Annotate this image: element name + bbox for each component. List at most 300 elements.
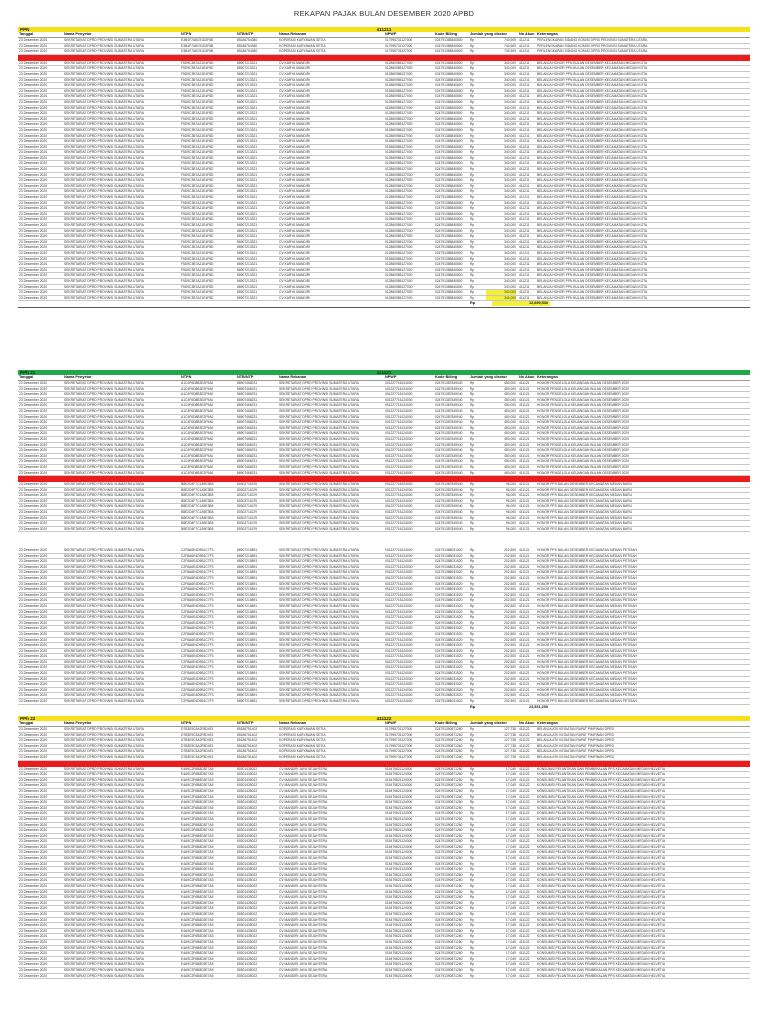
cell-amount: 202,500 <box>504 559 516 564</box>
cell-note: KONSUMSI PELANTIKAN DAN PEMBEKALAN PPS KECAMATAN MEDAN HELVETIA <box>537 805 666 810</box>
cell-date: 23 Desember 2020 <box>19 592 48 597</box>
cell-ntpn: C2F8A6E4D9B1C7F3 <box>181 637 214 642</box>
cell-billing: 024791390871260 <box>435 777 463 782</box>
cell-date: 23 Desember 2020 <box>19 392 48 397</box>
cell-npwp: 012860985127000 <box>385 189 413 194</box>
cell-ntpn: F5D9C3B7A21E4F8D <box>181 66 214 71</box>
cell-npwp: 012860985127000 <box>385 88 413 93</box>
cell-payer: SEKRETARIAT DPRD PROVINSI SUMATERA UTARA <box>64 962 144 967</box>
cell-date: 23 Desember 2020 <box>19 906 48 911</box>
cell-date: 23 Desember 2020 <box>19 139 48 144</box>
cell-date: 23 Desember 2020 <box>19 732 48 737</box>
cell-amount: 96,000 <box>505 493 516 498</box>
cell-amount: 340,000 <box>504 150 516 155</box>
cell-billing: 024791385840800 <box>435 133 463 138</box>
cell-ntpn: E4A9C2F6B8D3E7A5 <box>181 794 214 799</box>
cell-ntpn: C2F8A6E4D9B1C7F3 <box>181 693 214 698</box>
cell-ntb: 80301435022 <box>237 895 258 900</box>
cell-amount: 17,049 <box>505 906 516 911</box>
cell-amount: 202,500 <box>504 654 516 659</box>
cell-acct: 411211 <box>519 133 530 138</box>
cell-currency: Rp <box>470 732 475 737</box>
cell-amount: 340,000 <box>504 167 516 172</box>
total-amount: 23,531,200 <box>528 704 548 709</box>
cell-vendor: CV KARYA MANDIRI <box>279 144 311 149</box>
cell-ntpn: E4A9C2F6B8D3E7A5 <box>181 889 214 894</box>
cell-note: BELANJA HONOR PPN BULAN DESEMBER KECAMATAN MEDAN KOTA <box>537 245 648 250</box>
cell-billing: 024791385840800 <box>435 38 463 42</box>
cell-date: 23 Desember 2020 <box>19 442 48 447</box>
cell-ntpn: E4A9C2F6B8D3E7A5 <box>181 772 214 777</box>
cell-note: KONSUMSI PELANTIKAN DAN PEMBEKALAN PPS KECAMATAN MEDAN HELVETIA <box>537 962 666 967</box>
cell-ntpn: E4A9C2F6B8D3E7A5 <box>181 900 214 905</box>
cell-vendor: SEKRETARIAT DPRD PROVINSI SUMATERA UTARA <box>279 459 359 464</box>
cell-ntpn: F5D9C3B7A21E4F8D <box>181 256 214 261</box>
cell-ntb: 80302711029 <box>237 487 257 492</box>
cell-billing: 024791385840800 <box>435 139 463 144</box>
cell-currency: Rp <box>470 99 475 104</box>
cell-currency: Rp <box>470 626 475 631</box>
header-billing: Kode Billing <box>435 375 458 379</box>
cell-currency: Rp <box>470 217 475 222</box>
cell-ntb: 80301435022 <box>237 811 258 816</box>
cell-npwp: 001227716124000 <box>385 699 413 704</box>
cell-note: HONOR PPS BULAN DESEMBER KECAMATAN MEDAN PETISAH <box>537 615 637 620</box>
cell-amount: 450,000 <box>504 448 516 453</box>
cell-ntpn: E4A9C2F6B8D3E7A5 <box>181 822 214 827</box>
cell-npwp: 012860985127000 <box>385 60 413 65</box>
cell-acct: 411121 <box>519 442 530 447</box>
cell-date: 23 Desember 2020 <box>19 631 48 636</box>
cell-ntb: 86907213321 <box>237 83 258 88</box>
cell-vendor: SEKRETARIAT DPRD PROVINSI SUMATERA UTARA <box>279 587 359 592</box>
cell-currency: Rp <box>470 951 475 956</box>
cell-ntpn: C2F8A6E4D9B1C7F3 <box>181 682 214 687</box>
cell-vendor: SEKRETARIAT DPRD PROVINSI SUMATERA UTARA <box>279 699 359 704</box>
cell-date: 23 Desember 2020 <box>19 381 48 385</box>
header-rekanan: Nama Rekanan <box>279 32 307 36</box>
cell-amount: 340,000 <box>504 139 516 144</box>
header-billing: Kode Billing <box>435 721 458 725</box>
cell-date: 23 Desember 2020 <box>19 211 48 216</box>
cell-vendor: CV KARYA MANDIRI <box>279 217 311 222</box>
header-penyetor: Nama Penyetor <box>64 375 92 379</box>
cell-ntpn: C2F8A6E4D9B1C7F3 <box>181 654 214 659</box>
cell-ntb: 85186754380 <box>237 49 258 54</box>
cell-acct: 411121 <box>519 609 530 614</box>
cell-billing: 024791390871260 <box>435 783 463 788</box>
cell-amount: 740,909 <box>504 43 516 48</box>
cell-note: HONOR PENGELOLA KEUANGAN BULAN DESEMBER 2020 <box>537 459 629 464</box>
cell-currency: Rp <box>470 659 475 664</box>
cell-date: 23 Desember 2020 <box>19 861 48 866</box>
cell-payer: SEKRETARIAT DPRD PROVINSI SUMATERA UTARA <box>64 77 144 82</box>
cell-billing: 024791388031520 <box>435 564 463 569</box>
cell-billing: 024791385840800 <box>435 223 463 227</box>
cell-date: 23 Desember 2020 <box>19 967 48 972</box>
cell-acct: 411122 <box>519 783 530 788</box>
cell-ntpn: C2F8A6E4D9B1C7F3 <box>181 615 214 620</box>
cell-date: 23 Desember 2020 <box>19 425 48 430</box>
cell-ntb: 86907213321 <box>237 250 258 255</box>
cell-acct: 411121 <box>519 453 530 458</box>
cell-acct: 411122 <box>519 800 530 805</box>
cell-npwp: 012860985127000 <box>385 122 413 127</box>
cell-vendor: SEKRETARIAT DPRD PROVINSI SUMATERA UTARA <box>279 631 359 636</box>
cell-payer: SEKRETARIAT DPRD PROVINSI SUMATERA UTARA <box>64 167 144 172</box>
cell-billing: 024791388031520 <box>435 626 463 631</box>
cell-payer: SEKRETARIAT DPRD PROVINSI SUMATERA UTARA <box>64 867 144 872</box>
cell-payer: SEKRETARIAT DPRD PROVINSI SUMATERA UTARA <box>64 906 144 911</box>
cell-acct: 411211 <box>519 284 530 289</box>
cell-npwp: 015479821124000 <box>385 967 413 972</box>
cell-billing: 024791388031520 <box>435 581 463 586</box>
cell-billing: 024791387849040 <box>435 498 463 503</box>
header-keterangan: Keterangan <box>537 32 558 36</box>
cell-note: HONOR PPS BULAN DESEMBER KECAMATAN MEDAN PETISAH <box>537 609 637 614</box>
cell-ntpn: A1C4F6D8B3E2F9A0 <box>181 414 214 419</box>
cell-currency: Rp <box>470 521 475 526</box>
cell-billing: 024791390871260 <box>435 912 463 916</box>
cell-ntb: 80301435022 <box>237 772 258 777</box>
cell-npwp: 001227716124000 <box>385 403 413 408</box>
cell-date: 23 Desember 2020 <box>19 553 48 558</box>
cell-currency: Rp <box>470 49 475 54</box>
cell-acct: 411121 <box>519 637 530 642</box>
cell-date: 23 Desember 2020 <box>19 923 48 928</box>
cell-ntpn: F5D9C3B7A21E4F8D <box>181 105 214 110</box>
cell-payer: SEKRETARIAT DPRD PROVINSI SUMATERA UTARA <box>64 833 144 838</box>
cell-currency: Rp <box>470 895 475 900</box>
cell-acct: 411121 <box>519 510 530 515</box>
cell-vendor: SEKRETARIAT DPRD PROVINSI SUMATERA UTARA <box>279 515 359 520</box>
cell-payer: SEKRETARIAT DPRD PROVINSI SUMATERA UTARA <box>64 482 144 487</box>
cell-ntpn: C2F8A6E4D9B1C7F3 <box>181 587 214 592</box>
cell-payer: SEKRETARIAT DPRD PROVINSI SUMATERA UTARA <box>64 738 144 743</box>
cell-npwp: 012860985127000 <box>385 239 413 244</box>
cell-npwp: 015479821124000 <box>385 889 413 894</box>
cell-currency: Rp <box>470 178 475 183</box>
cell-acct: 411211 <box>519 290 530 295</box>
cell-amount: 202,500 <box>504 570 516 575</box>
cell-billing: 024791385840800 <box>435 245 463 250</box>
cell-amount: 96,000 <box>505 482 516 487</box>
cell-date: 23 Desember 2020 <box>19 189 48 194</box>
cell-ntpn: B8E2D4F7C1A9E3B5 <box>181 526 214 531</box>
cell-acct: 411122 <box>519 772 530 777</box>
cell-billing: 024791387849040 <box>435 436 463 441</box>
cell-ntpn: E4A9C2F6B8D3E7A5 <box>181 951 214 956</box>
cell-payer: SEKRETARIAT DPRD PROVINSI SUMATERA UTARA <box>64 587 144 592</box>
cell-date: 23 Desember 2020 <box>19 234 48 239</box>
cell-acct: 411121 <box>519 598 530 603</box>
cell-npwp: 017995731127000 <box>385 743 413 748</box>
cell-billing: 024791387849040 <box>435 470 463 475</box>
cell-note: BELANJA HONOR PPN BULAN DESEMBER KECAMATAN MEDAN KOTA <box>537 139 648 144</box>
cell-amount: 17,049 <box>505 884 516 889</box>
header-tanggal: Tanggal <box>19 375 34 379</box>
cell-note: BELANJA HONOR PPN BULAN DESEMBER KECAMATAN MEDAN KOTA <box>537 94 648 99</box>
cell-ntb: 86907213321 <box>237 127 258 132</box>
cell-vendor: SEKRETARIAT DPRD PROVINSI SUMATERA UTARA <box>279 637 359 642</box>
cell-currency: Rp <box>470 559 475 564</box>
cell-amount: 340,000 <box>504 211 516 216</box>
cell-npwp: 012860985127000 <box>385 150 413 155</box>
cell-ntb: 85186754380 <box>237 38 258 42</box>
cell-billing: 024791388031520 <box>435 570 463 575</box>
header-billing: Kode Billing <box>435 32 458 36</box>
cell-amount: 127,738 <box>504 754 516 759</box>
cell-acct: 411211 <box>519 161 530 166</box>
cell-payer: SEKRETARIAT DPRD PROVINSI SUMATERA UTARA <box>64 49 144 54</box>
cell-currency: Rp <box>470 828 475 833</box>
cell-vendor: KOPERASI KARYAWAN SETIA <box>279 727 326 731</box>
cell-ntb: 80301435022 <box>237 822 258 827</box>
table-rows <box>18 767 750 980</box>
cell-acct: 411121 <box>519 420 530 425</box>
cell-ntb: 86907213321 <box>237 200 258 205</box>
cell-npwp: 015479821124000 <box>385 822 413 827</box>
cell-note: HONOR PENGELOLA KEUANGAN BULAN DESEMBER 2020 <box>537 431 629 436</box>
cell-npwp: 001227716124000 <box>385 603 413 608</box>
cell-npwp: 001227716124000 <box>385 648 413 653</box>
cell-billing: 024791390871260 <box>435 867 463 872</box>
cell-amount: 340,000 <box>504 99 516 104</box>
cell-currency: Rp <box>470 643 475 648</box>
cell-date: 23 Desember 2020 <box>19 800 48 805</box>
cell-payer: SEKRETARIAT DPRD PROVINSI SUMATERA UTARA <box>64 637 144 642</box>
cell-acct: 411121 <box>519 504 530 509</box>
cell-acct: 411122 <box>519 895 530 900</box>
cell-payer: SEKRETARIAT DPRD PROVINSI SUMATERA UTARA <box>64 99 144 104</box>
cell-currency: Rp <box>470 381 475 385</box>
cell-ntb: 80301435022 <box>237 867 258 872</box>
cell-acct: 411211 <box>519 172 530 177</box>
cell-ntb: 86907213321 <box>237 195 258 200</box>
cell-ntpn: F5D9C3B7A21E4F8D <box>181 71 214 76</box>
cell-ntpn: E4A9C2F6B8D3E7A5 <box>181 828 214 833</box>
cell-payer: SEKRETARIAT DPRD PROVINSI SUMATERA UTARA <box>64 828 144 833</box>
cell-amount: 202,500 <box>504 553 516 558</box>
cell-ntpn: F5D9C3B7A21E4F8D <box>181 88 214 93</box>
cell-ntb: 80301435022 <box>237 766 258 771</box>
cell-billing: 024791390871260 <box>435 743 463 748</box>
cell-currency: Rp <box>470 144 475 149</box>
cell-amount: 17,049 <box>505 788 516 793</box>
cell-vendor: CV MANDIRI JAYA SEJAHTERA <box>279 816 328 821</box>
cell-billing: 024791388031520 <box>435 654 463 659</box>
cell-ntb: 80301435022 <box>237 856 258 861</box>
cell-payer: SEKRETARIAT DPRD PROVINSI SUMATERA UTARA <box>64 504 144 509</box>
cell-vendor: SEKRETARIAT DPRD PROVINSI SUMATERA UTARA <box>279 521 359 526</box>
cell-ntpn: E4A9C2F6B8D3E7A5 <box>181 884 214 889</box>
cell-note: HONOR PENGELOLA KEUANGAN BULAN DESEMBER 2020 <box>537 420 629 425</box>
cell-npwp: 012860985127000 <box>385 200 413 205</box>
cell-date: 23 Desember 2020 <box>19 133 48 138</box>
cell-note: HONOR PENGELOLA KEUANGAN BULAN DESEMBER 2020 <box>537 381 629 385</box>
cell-acct: 411121 <box>519 381 530 385</box>
cell-date: 23 Desember 2020 <box>19 654 48 659</box>
cell-vendor: CV MANDIRI JAYA SEJAHTERA <box>279 889 328 894</box>
cell-note: HONOR PENGELOLA KEUANGAN BULAN DESEMBER 2020 <box>537 397 629 402</box>
cell-currency: Rp <box>470 88 475 93</box>
section-pph21-continued <box>18 548 750 710</box>
cell-note: KONSUMSI PELANTIKAN DAN PEMBEKALAN PPS KECAMATAN MEDAN HELVETIA <box>537 900 666 905</box>
cell-date: 23 Desember 2020 <box>19 889 48 894</box>
cell-payer: SEKRETARIAT DPRD PROVINSI SUMATERA UTARA <box>64 727 144 731</box>
table-rows <box>18 61 750 302</box>
cell-date: 23 Desember 2020 <box>19 833 48 838</box>
cell-billing: 024791388031520 <box>435 648 463 653</box>
cell-payer: SEKRETARIAT DPRD PROVINSI SUMATERA UTARA <box>64 682 144 687</box>
cell-currency: Rp <box>470 139 475 144</box>
cell-currency: Rp <box>470 105 475 110</box>
header-keterangan: Keterangan <box>537 375 558 379</box>
cell-date: 23 Desember 2020 <box>19 973 48 978</box>
cell-currency: Rp <box>470 923 475 928</box>
cell-billing: 024791390871260 <box>435 917 463 922</box>
cell-acct: 411122 <box>519 788 530 793</box>
cell-vendor: SEKRETARIAT DPRD PROVINSI SUMATERA UTARA <box>279 386 359 391</box>
cell-billing: 024791388031520 <box>435 671 463 676</box>
cell-note: KONSUMSI PELANTIKAN DAN PEMBEKALAN PPS KECAMATAN MEDAN HELVETIA <box>537 828 666 833</box>
cell-billing: 024791385840800 <box>435 273 463 278</box>
cell-payer: SEKRETARIAT DPRD PROVINSI SUMATERA UTARA <box>64 223 144 227</box>
cell-npwp: 001227716124000 <box>385 397 413 402</box>
cell-payer: SEKRETARIAT DPRD PROVINSI SUMATERA UTARA <box>64 425 144 430</box>
cell-npwp: 012860985127000 <box>385 83 413 88</box>
cell-acct: 411211 <box>519 122 530 127</box>
cell-currency: Rp <box>470 872 475 877</box>
cell-date: 23 Desember 2020 <box>19 917 48 922</box>
cell-payer: SEKRETARIAT DPRD PROVINSI SUMATERA UTARA <box>64 273 144 278</box>
header-akun: No Akun <box>519 721 535 725</box>
cell-date: 23 Desember 2020 <box>19 448 48 453</box>
cell-date: 23 Desember 2020 <box>19 116 48 121</box>
cell-currency: Rp <box>470 161 475 166</box>
cell-acct: 411211 <box>519 245 530 250</box>
cell-ntb: 86907215891 <box>237 609 258 614</box>
cell-note: HONOR PPS BULAN DESEMBER KECAMATAN MEDAN PETISAH <box>537 654 637 659</box>
cell-note: BELANJA HONOR PPN BULAN DESEMBER KECAMATAN MEDAN KOTA <box>537 206 648 211</box>
cell-ntpn: C2F8A6E4D9B1C7F3 <box>181 559 214 564</box>
cell-npwp: 012860985127000 <box>385 223 413 227</box>
cell-amount: 17,049 <box>505 923 516 928</box>
cell-amount: 202,500 <box>504 682 516 687</box>
cell-amount: 202,500 <box>504 620 516 625</box>
header-npwp: NPWP <box>385 32 397 36</box>
cell-npwp: 001227716124000 <box>385 659 413 664</box>
cell-payer: SEKRETARIAT DPRD PROVINSI SUMATERA UTARA <box>64 464 144 469</box>
cell-npwp: 012860985127000 <box>385 228 413 233</box>
cell-npwp: 001227716124000 <box>385 414 413 419</box>
cell-note: KONSUMSI PELANTIKAN DAN PEMBEKALAN PPS KECAMATAN MEDAN HELVETIA <box>537 956 666 961</box>
cell-currency: Rp <box>470 239 475 244</box>
cell-acct: 411122 <box>519 872 530 877</box>
cell-acct: 411122 <box>519 939 530 944</box>
cell-amount: 340,000 <box>504 217 516 222</box>
cell-ntpn: F5D9C3B7A21E4F8D <box>181 83 214 88</box>
cell-billing: 024791390871260 <box>435 805 463 810</box>
cell-note: HONOR PPS BULAN DESEMBER KECAMATAN MEDAN PETISAH <box>537 559 637 564</box>
cell-billing: 024791385840800 <box>435 49 463 54</box>
cell-npwp: 001227716124000 <box>385 442 413 447</box>
cell-payer: SEKRETARIAT DPRD PROVINSI SUMATERA UTARA <box>64 609 144 614</box>
cell-amount: 340,000 <box>504 250 516 255</box>
cell-currency: Rp <box>470 487 475 492</box>
cell-note: HONOR PPS BULAN DESEMBER KECAMATAN MEDAN PETISAH <box>537 648 637 653</box>
cell-acct: 411122 <box>519 822 530 827</box>
cell-acct: 411211 <box>519 144 530 149</box>
cell-date: 23 Desember 2020 <box>19 526 48 531</box>
cell-payer: SEKRETARIAT DPRD PROVINSI SUMATERA UTARA <box>64 805 144 810</box>
cell-npwp: 015479821124000 <box>385 928 413 933</box>
cell-note: KONSUMSI PELANTIKAN DAN PEMBEKALAN PPS KECAMATAN MEDAN HELVETIA <box>537 816 666 821</box>
cell-vendor: SEKRETARIAT DPRD PROVINSI SUMATERA UTARA <box>279 482 359 487</box>
cell-billing: 024791390871260 <box>435 856 463 861</box>
cell-vendor: CV MANDIRI JAYA SEJAHTERA <box>279 777 328 782</box>
cell-note: BELANJA HONOR PPN BULAN DESEMBER KECAMATAN MEDAN KOTA <box>537 144 648 149</box>
cell-acct: 411121 <box>519 587 530 592</box>
cell-ntb: 86907213321 <box>237 284 258 289</box>
cell-ntb: 86907215891 <box>237 665 258 670</box>
cell-date: 23 Desember 2020 <box>19 49 48 54</box>
cell-vendor: SEKRETARIAT DPRD PROVINSI SUMATERA UTARA <box>279 564 359 569</box>
cell-amount: 17,049 <box>505 917 516 922</box>
cell-npwp: 015479821124000 <box>385 839 413 844</box>
cell-ntb: 80301435022 <box>237 951 258 956</box>
cell-npwp: 015479821124000 <box>385 906 413 911</box>
cell-currency: Rp <box>470 794 475 799</box>
cell-amount: 202,500 <box>504 581 516 586</box>
cell-vendor: CV MANDIRI JAYA SEJAHTERA <box>279 895 328 900</box>
cell-payer: SEKRETARIAT DPRD PROVINSI SUMATERA UTARA <box>64 951 144 956</box>
cell-note: BELANJA ATK KEGIATAN RAPAT PIMPINAN DPRD <box>537 754 614 759</box>
cell-ntpn: F5D9C3B7A21E4F8D <box>181 116 214 121</box>
cell-payer: SEKRETARIAT DPRD PROVINSI SUMATERA UTARA <box>64 60 144 65</box>
cell-ntpn: E4A9C2F6B8D3E7A5 <box>181 906 214 911</box>
cell-payer: SEKRETARIAT DPRD PROVINSI SUMATERA UTARA <box>64 956 144 961</box>
cell-ntpn: E4A9C2F6B8D3E7A5 <box>181 895 214 900</box>
cell-date: 23 Desember 2020 <box>19 515 48 520</box>
cell-ntb: 86907215891 <box>237 587 258 592</box>
cell-ntb: 86907468231 <box>237 453 258 458</box>
cell-npwp: 015479821124000 <box>385 783 413 788</box>
cell-billing: 024791385840800 <box>435 105 463 110</box>
cell-currency: Rp <box>470 727 475 731</box>
cell-amount: 340,000 <box>504 228 516 233</box>
cell-date: 23 Desember 2020 <box>19 805 48 810</box>
cell-note: HONOR PPS BULAN DESEMBER KECAMATAN MEDAN PETISAH <box>537 564 637 569</box>
cell-note: BELANJA HONOR PPN BULAN DESEMBER KECAMATAN MEDAN KOTA <box>537 217 648 222</box>
cell-note: HONOR PPS BULAN DESEMBER KECAMATAN MEDAN PETISAH <box>537 659 637 664</box>
cell-currency: Rp <box>470 256 475 261</box>
cell-ntpn: C2F8A6E4D9B1C7F3 <box>181 553 214 558</box>
cell-billing: 024791390871260 <box>435 923 463 928</box>
cell-payer: SEKRETARIAT DPRD PROVINSI SUMATERA UTARA <box>64 794 144 799</box>
document-title: REKAPAN PAJAK BULAN DESEMBER 2020 APBD <box>293 9 475 18</box>
cell-date: 23 Desember 2020 <box>19 788 48 793</box>
cell-note: BELANJA HONOR PPN BULAN DESEMBER KECAMATAN MEDAN KOTA <box>537 127 648 132</box>
cell-npwp: 015479821124000 <box>385 951 413 956</box>
cell-note: BELANJA HONOR PPN BULAN DESEMBER KECAMATAN MEDAN KOTA <box>537 116 648 121</box>
cell-npwp: 001227716124000 <box>385 521 413 526</box>
cell-ntb: 86907213321 <box>237 155 258 160</box>
cell-ntb: 80301435022 <box>237 939 258 944</box>
cell-date: 23 Desember 2020 <box>19 420 48 425</box>
cell-ntpn: F5D9C3B7A21E4F8D <box>181 262 214 267</box>
cell-date: 23 Desember 2020 <box>19 105 48 110</box>
